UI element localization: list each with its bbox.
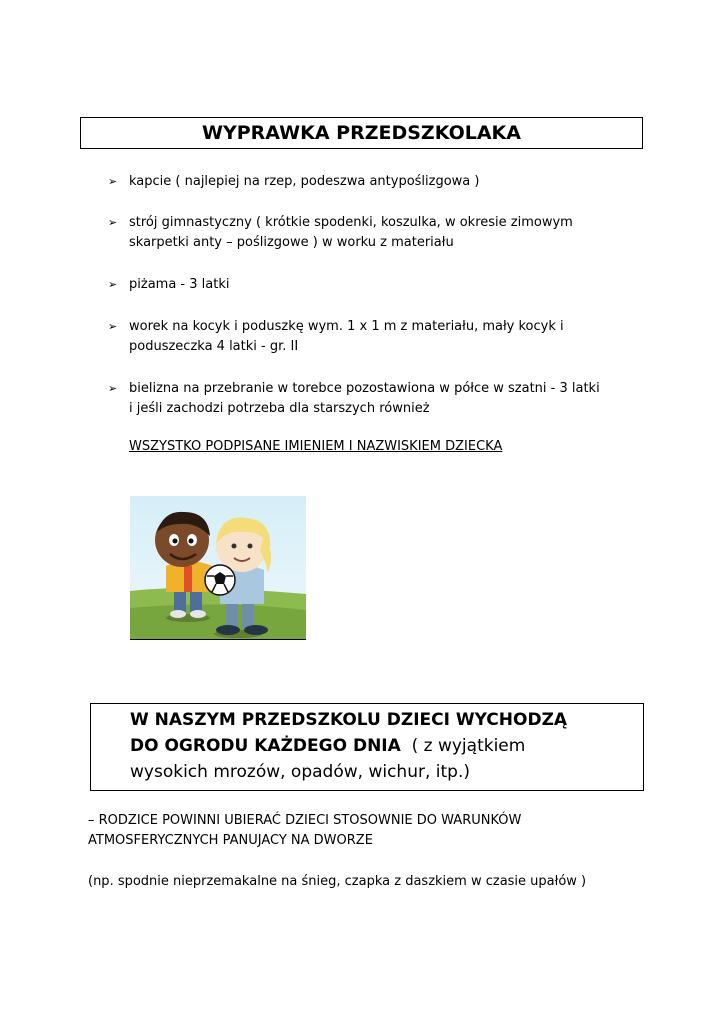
info-line-3: wysokich mrozów, opadów, wichur, itp.) bbox=[130, 762, 470, 782]
list-item bbox=[108, 172, 608, 192]
children-football-illustration bbox=[130, 496, 306, 640]
info-line-2 bbox=[130, 733, 643, 759]
page-title: WYPRAWKA PRZEDSZKOLAKA bbox=[80, 117, 643, 149]
list-item-line: strój gimnastyczny ( krótkie spodenki, koszulka, w okresie zimowym bbox=[129, 215, 573, 230]
list-item-line: bielizna na przebranie w torebce pozostawiona w półce w szatni - 3 latki bbox=[129, 381, 600, 396]
parents-instruction bbox=[88, 811, 648, 851]
arrow-bullet-icon: ➢ bbox=[108, 216, 118, 229]
list-item bbox=[108, 275, 608, 295]
arrow-bullet-icon: ➢ bbox=[108, 382, 118, 395]
parents-instruction-line: ATMOSFERYCZNYCH PANUJACY NA DWORZE bbox=[88, 833, 373, 848]
list-item-line: piżama - 3 latki bbox=[129, 277, 230, 292]
clothing-example: (np. spodnie nieprzemakalne na śnieg, czapka z daszkiem w czasie upałów ) bbox=[88, 874, 587, 889]
two-children-with-football-icon bbox=[130, 496, 306, 640]
info-line-1: W NASZYM PRZEDSZKOLU DZIECI WYCHODZĄ bbox=[130, 710, 568, 730]
info-line-2-rest: ( z wyjątkiem bbox=[400, 736, 526, 756]
list-item-line: i jeśli zachodzi potrzeba dla starszych również bbox=[129, 401, 430, 416]
list-item-line: skarpetki anty – poślizgowe ) w worku z materiału bbox=[129, 235, 454, 250]
picture-underline bbox=[130, 639, 306, 640]
list-item-line: kapcie ( najlepiej na rzep, podeszwa antypoślizgowa ) bbox=[129, 174, 480, 189]
list-item-line: poduszeczka 4 latki - gr. II bbox=[129, 339, 299, 354]
labeling-note: WSZYSTKO PODPISANE IMIENIEM I NAZWISKIEM DZIECKA bbox=[129, 439, 503, 454]
info-line-2-bold: DO OGRODU KAŻDEGO DNIA bbox=[130, 736, 401, 756]
arrow-bullet-icon: ➢ bbox=[108, 278, 118, 291]
parents-instruction-line: – RODZICE POWINNI UBIERAĆ DZIECI STOSOWNIE DO WARUNKÓW bbox=[88, 813, 522, 828]
garden-info-box bbox=[90, 703, 644, 791]
supplies-list bbox=[108, 172, 608, 419]
list-item bbox=[108, 317, 608, 357]
arrow-bullet-icon: ➢ bbox=[108, 320, 118, 333]
list-item-line: worek na kocyk i poduszkę wym. 1 x 1 m z materiału, mały kocyk i bbox=[129, 319, 564, 334]
list-item bbox=[108, 379, 608, 419]
list-item bbox=[108, 213, 608, 253]
arrow-bullet-icon: ➢ bbox=[108, 175, 118, 188]
